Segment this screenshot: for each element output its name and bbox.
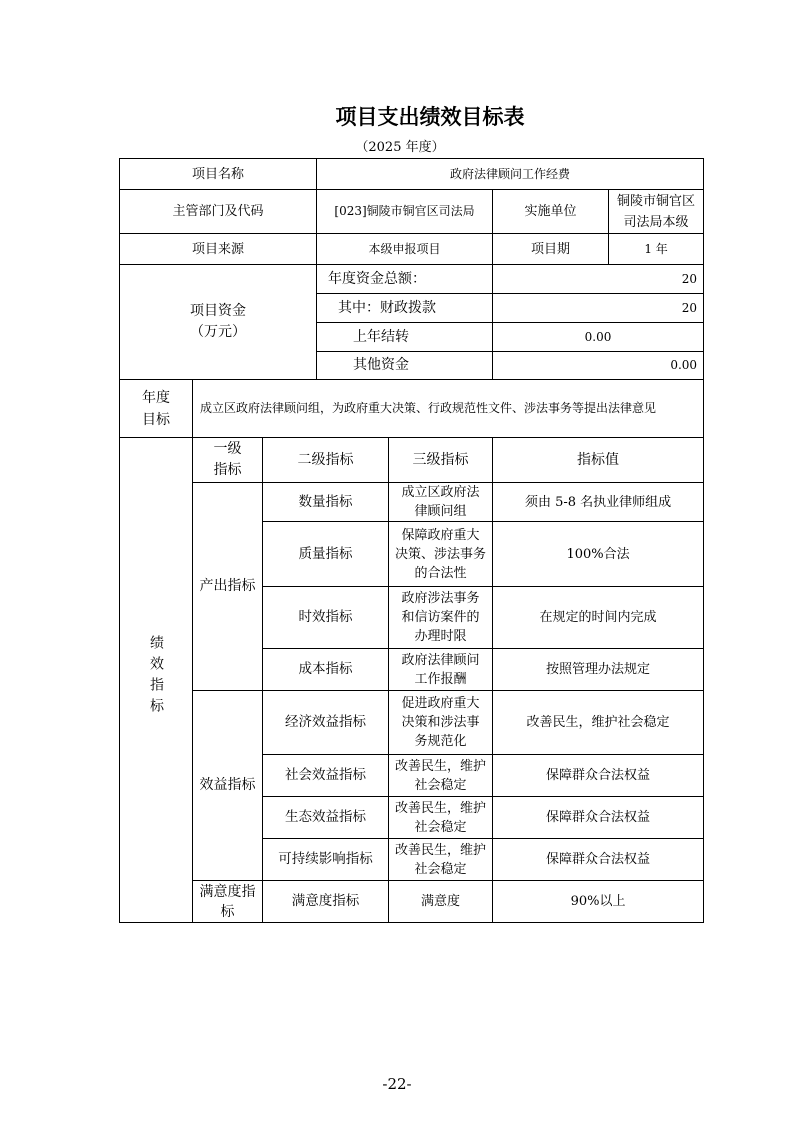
performance-section-cell (120, 438, 193, 923)
project-name-label: 项目名称 (120, 159, 317, 190)
document-title: 项目支出绩效目标表 (335, 104, 525, 129)
annual-goal-row (120, 380, 704, 438)
level3-cell: 政府涉法事务 和信访案件的 办理时限 (389, 587, 493, 649)
source-label: 项目来源 (120, 234, 317, 265)
level3-cell: 改善民生，维护 社会稳定 (389, 755, 493, 797)
indicator-value: 在规定的时间内完成 (493, 587, 704, 649)
fund-carryover-label: 上年结转 (317, 323, 493, 352)
department-label: 主管部门及代码 (120, 190, 317, 234)
level3-cell: 政府法律顾问 工作报酬 (389, 649, 493, 691)
header-level1: 一级 指标 (193, 438, 263, 483)
annual-goal-label: 年度 目标 (120, 380, 193, 438)
indicator-value: 按照管理办法规定 (493, 649, 704, 691)
period-value: 1 年 (609, 234, 704, 265)
year-label: （2025 年度） (355, 140, 445, 155)
fund-row-total (120, 265, 704, 294)
level2-cell: 质量指标 (263, 522, 389, 587)
fund-total-label: 年度资金总额： (317, 265, 493, 294)
level3-cell: 促进政府重大 决策和涉法事 务规范化 (389, 691, 493, 755)
level2-cell: 社会效益指标 (263, 755, 389, 797)
level1-satisfaction: 满意度指 标 (193, 881, 263, 923)
header-level2: 二级指标 (263, 438, 389, 483)
performance-section-label: 绩效指标 (148, 634, 164, 719)
implementer-value: 铜陵市铜官区 司法局本级 (609, 190, 704, 234)
indicator-value: 90%以上 (493, 881, 704, 923)
indicator-value: 须由 5-8 名执业律师组成 (493, 483, 704, 522)
indicator-value: 100%合法 (493, 522, 704, 587)
fund-total-value: 20 (493, 265, 704, 294)
department-row (120, 190, 704, 234)
level2-cell: 成本指标 (263, 649, 389, 691)
source-row (120, 234, 704, 265)
level2-cell: 生态效益指标 (263, 797, 389, 839)
performance-target-table (119, 158, 704, 923)
source-value: 本级申报项目 (317, 234, 493, 265)
indicator-row (120, 881, 704, 923)
fund-other-value: 0.00 (493, 352, 704, 380)
period-label: 项目期 (493, 234, 609, 265)
fund-fiscal-label: 其中：财政拨款 (317, 294, 493, 323)
header-value: 指标值 (493, 438, 704, 483)
level1-output: 产出指标 (193, 483, 263, 691)
level2-cell: 可持续影响指标 (263, 839, 389, 881)
fund-other-label: 其他资金 (317, 352, 493, 380)
level3-cell: 成立区政府法 律顾问组 (389, 483, 493, 522)
indicator-header-row (120, 438, 704, 483)
project-name-row (120, 159, 704, 190)
level2-cell: 经济效益指标 (263, 691, 389, 755)
level3-cell: 满意度 (389, 881, 493, 923)
annual-goal-text: 成立区政府法律顾问组，为政府重大决策、行政规范性文件、涉法事务等提出法律意见 (193, 380, 704, 438)
header-level3: 三级指标 (389, 438, 493, 483)
department-value: [023]铜陵市铜官区司法局 (317, 190, 493, 234)
level3-cell: 保障政府重大 决策、涉法事务 的合法性 (389, 522, 493, 587)
indicator-row (120, 483, 704, 522)
fund-fiscal-value: 20 (493, 294, 704, 323)
indicator-value: 保障群众合法权益 (493, 755, 704, 797)
indicator-value: 保障群众合法权益 (493, 797, 704, 839)
level2-cell: 时效指标 (263, 587, 389, 649)
level1-benefit: 效益指标 (193, 691, 263, 881)
funds-label: 项目资金 （万元） (120, 265, 317, 380)
fund-carryover-value: 0.00 (493, 323, 704, 352)
indicator-value: 保障群众合法权益 (493, 839, 704, 881)
level3-cell: 改善民生，维护 社会稳定 (389, 797, 493, 839)
page-number: -22- (382, 1075, 412, 1093)
indicator-row (120, 691, 704, 755)
level3-cell: 改善民生，维护 社会稳定 (389, 839, 493, 881)
project-name-value: 政府法律顾问工作经费 (317, 159, 704, 190)
indicator-value: 改善民生，维护社会稳定 (493, 691, 704, 755)
level2-cell: 数量指标 (263, 483, 389, 522)
level2-cell: 满意度指标 (263, 881, 389, 923)
implementer-label: 实施单位 (493, 190, 609, 234)
